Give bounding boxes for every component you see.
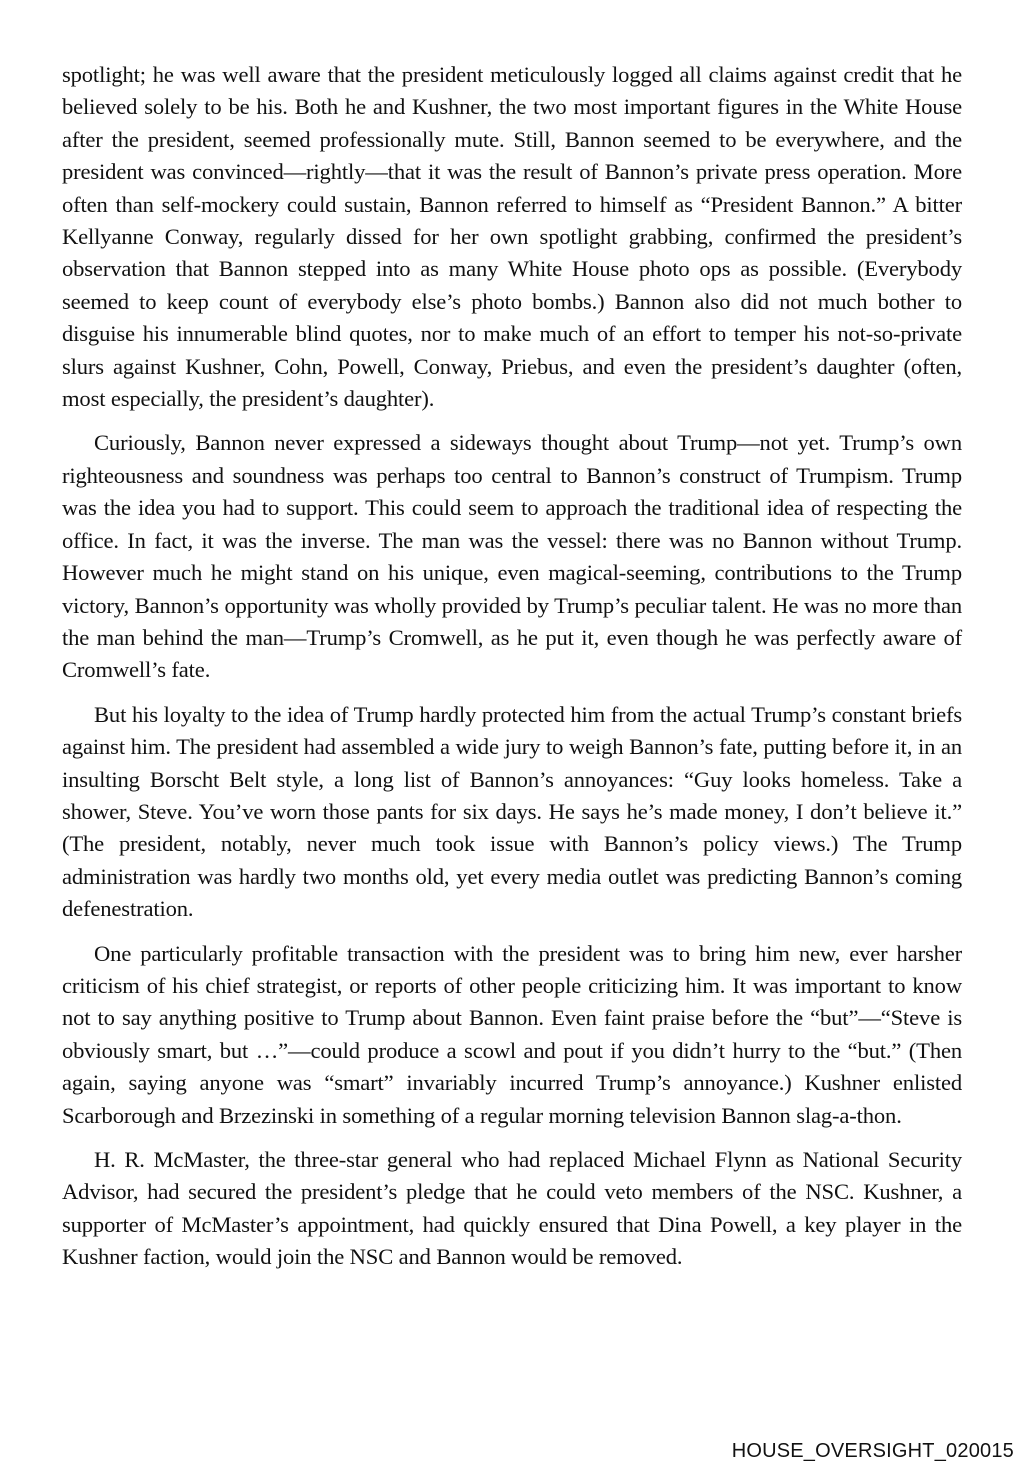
paragraph-3: But his loyalty to the idea of Trump hardly protected him from the actual Trump’s constant briefs against him. The president had assembled a wide jury to weigh Bannon’s fate, putting before it, in an insulting Borscht Belt style, a long list of Bannon’s annoyances: “Guy looks homeless. Take a shower, Steve. You’ve worn those pants for six days. He says he’s made money, I don’t believe it.” (The president, notably, never much took issue with Bannon’s policy views.) The Trump administration was hardly two months old, yet every media outlet was predicting Bannon’s coming defenestration.: [62, 701, 962, 922]
paragraph-5: H. R. McMaster, the three-star general who had replaced Michael Flynn as National Security Advisor, had secured the president’s pledge that he could veto members of the NSC. Kushner, a supporter of McMaster’s appointment, had quickly ensured that Dina Powell, a key player in the Kushner faction, would join the NSC and Bannon would be removed.: [62, 1147, 962, 1270]
paragraph-2: Curiously, Bannon never expressed a sideways thought about Trump—not yet. Trump’s own righteousness and soundness was perhaps too central to Bannon’s construct of Trumpism. Trump was the idea you had to support. This could seem to approach the traditional idea of respecting the office. In fact, it was the inverse. The man was the vessel: there was no Bannon without Trump. However much he might stand on his unique, even magical-seeming, contributions to the Trump victory, Bannon’s opportunity was wholly provided by Trump’s peculiar talent. He was no more than the man behind the man—Trump’s Cromwell, as he put it, even though he was perfectly aware of Cromwell’s fate.: [62, 430, 962, 683]
paragraph-1: spotlight; he was well aware that the president meticulously logged all claims against credit that he believed solely to be his. Both he and Kushner, the two most important figures in the White House after the president, seemed professionally mute. Still, Bannon seemed to be everywhere, and the president was convinced—rightly—that it was the result of Bannon’s private press operation. More often than self-mockery could sustain, Bannon referred to himself as “President Bannon.” A bitter Kellyanne Conway, regularly dissed for her own spotlight grabbing, confirmed the president’s observation that Bannon stepped into as many White House photo ops as possible. (Everybody seemed to keep count of everybody else’s photo bombs.) Bannon also did not much bother to disguise his innumerable blind quotes, nor to make much of an effort to temper his not-so-private slurs against Kushner, Cohn, Powell, Conway, Priebus, and even the president’s daughter (often, most especially, the president’s daughter).: [62, 62, 962, 412]
paragraph-4: One particularly profitable transaction with the president was to bring him new, ever harsher criticism of his chief strategist, or reports of other people criticizing him. It was important to know not to say anything positive to Trump about Bannon. Even faint praise before the “but”—“Steve is obviously smart, but …”—could produce a scowl and pout if you didn’t hurry to the “but.” (Then again, saying anyone was “smart” invariably incurred Trump’s annoyance.) Kushner enlisted Scarborough and Brzezinski in something of a regular morning television Bannon slag-a-thon.: [62, 940, 962, 1128]
document-id-stamp: HOUSE_OVERSIGHT_020015: [731, 1440, 1014, 1462]
document-body: [62, 59, 962, 1286]
